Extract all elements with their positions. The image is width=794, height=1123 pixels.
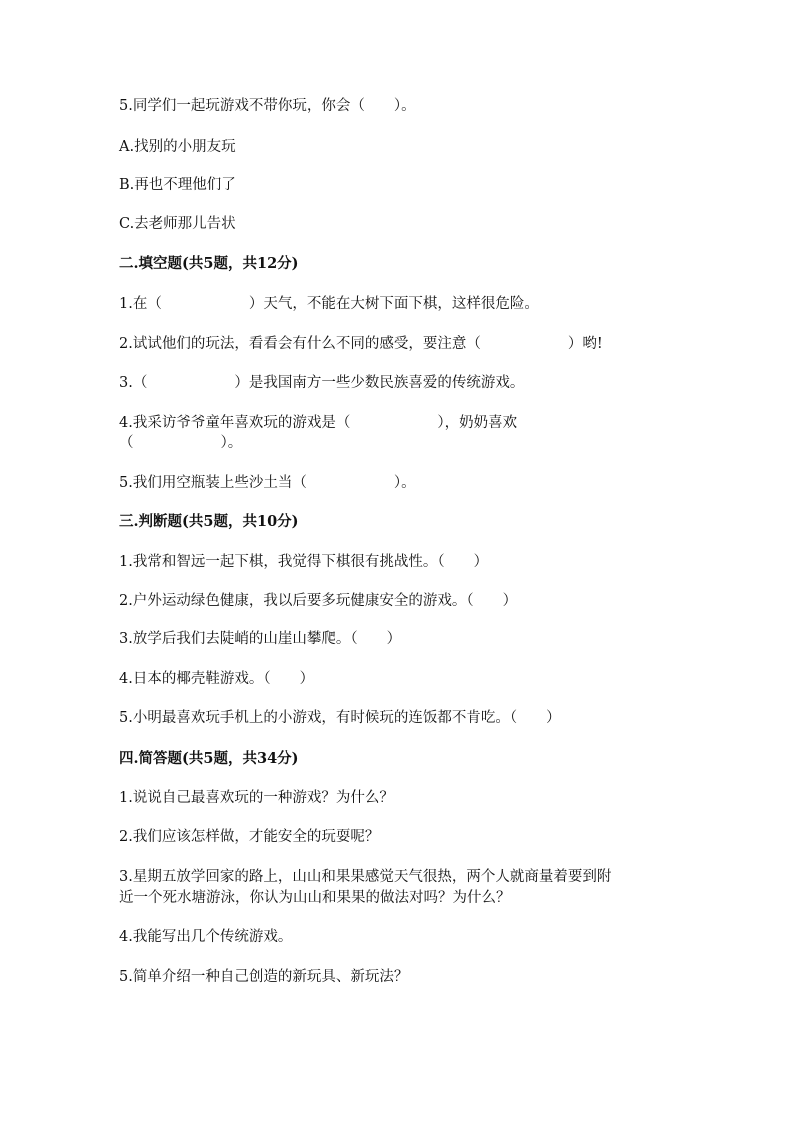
judge-item-1: 1.我常和智远一起下棋，我觉得下棋很有挑战性。（ ） [119, 554, 489, 570]
short-item-2: 2.我们应该怎样做，才能安全的玩耍呢？ [119, 829, 380, 845]
fill-item-3: 3.（ ）是我国南方一些少数民族喜爱的传统游戏。 [119, 375, 525, 391]
section3-heading: 三.判断题(共5题，共10分) [119, 513, 299, 530]
judge-item-3: 3.放学后我们去陡峭的山崖山攀爬。（ ） [119, 631, 402, 647]
fill-item-1: 1.在（ ）天气，不能在大树下面下棋，这样很危险。 [119, 296, 539, 312]
short-item-5: 5.简单介绍一种自己创造的新玩具、新玩法？ [119, 969, 409, 985]
fill-item-5: 5.我们用空瓶装上些沙土当（ ）。 [119, 475, 416, 491]
section2-heading: 二.填空题(共5题，共12分) [119, 255, 299, 272]
q5-option-a: A.找别的小朋友玩 [119, 139, 236, 155]
fill-item-4-line2: （ ）。 [119, 435, 243, 451]
short-item-3-line2: 近一个死水塘游泳，你认为山山和果果的做法对吗？为什么？ [119, 890, 511, 906]
judge-item-5: 5.小明最喜欢玩手机上的小游戏，有时候玩的连饭都不肯吃。（ ） [119, 710, 561, 726]
short-item-1: 1.说说自己最喜欢玩的一种游戏？为什么？ [119, 790, 394, 806]
fill-item-4-line1: 4.我采访爷爷童年喜欢玩的游戏是（ ），奶奶喜欢 [119, 415, 518, 431]
judge-item-4: 4.日本的椰壳鞋游戏。（ ） [119, 671, 315, 687]
fill-item-2: 2.试试他们的玩法，看看会有什么不同的感受，要注意（ ）哟! [119, 336, 603, 352]
judge-item-2: 2.户外运动绿色健康，我以后要多玩健康安全的游戏。（ ） [119, 593, 518, 609]
q5-question: 5.同学们一起玩游戏不带你玩，你会（ ）。 [119, 98, 416, 114]
q5-option-c: C.去老师那儿告状 [119, 216, 236, 232]
section4-heading: 四.简答题(共5题，共34分) [119, 750, 299, 767]
q5-option-b: B.再也不理他们了 [119, 177, 236, 193]
short-item-4: 4.我能写出几个传统游戏。 [119, 929, 293, 945]
short-item-3-line1: 3.星期五放学回家的路上，山山和果果感觉天气很热，两个人就商量着要到附 [119, 869, 612, 885]
